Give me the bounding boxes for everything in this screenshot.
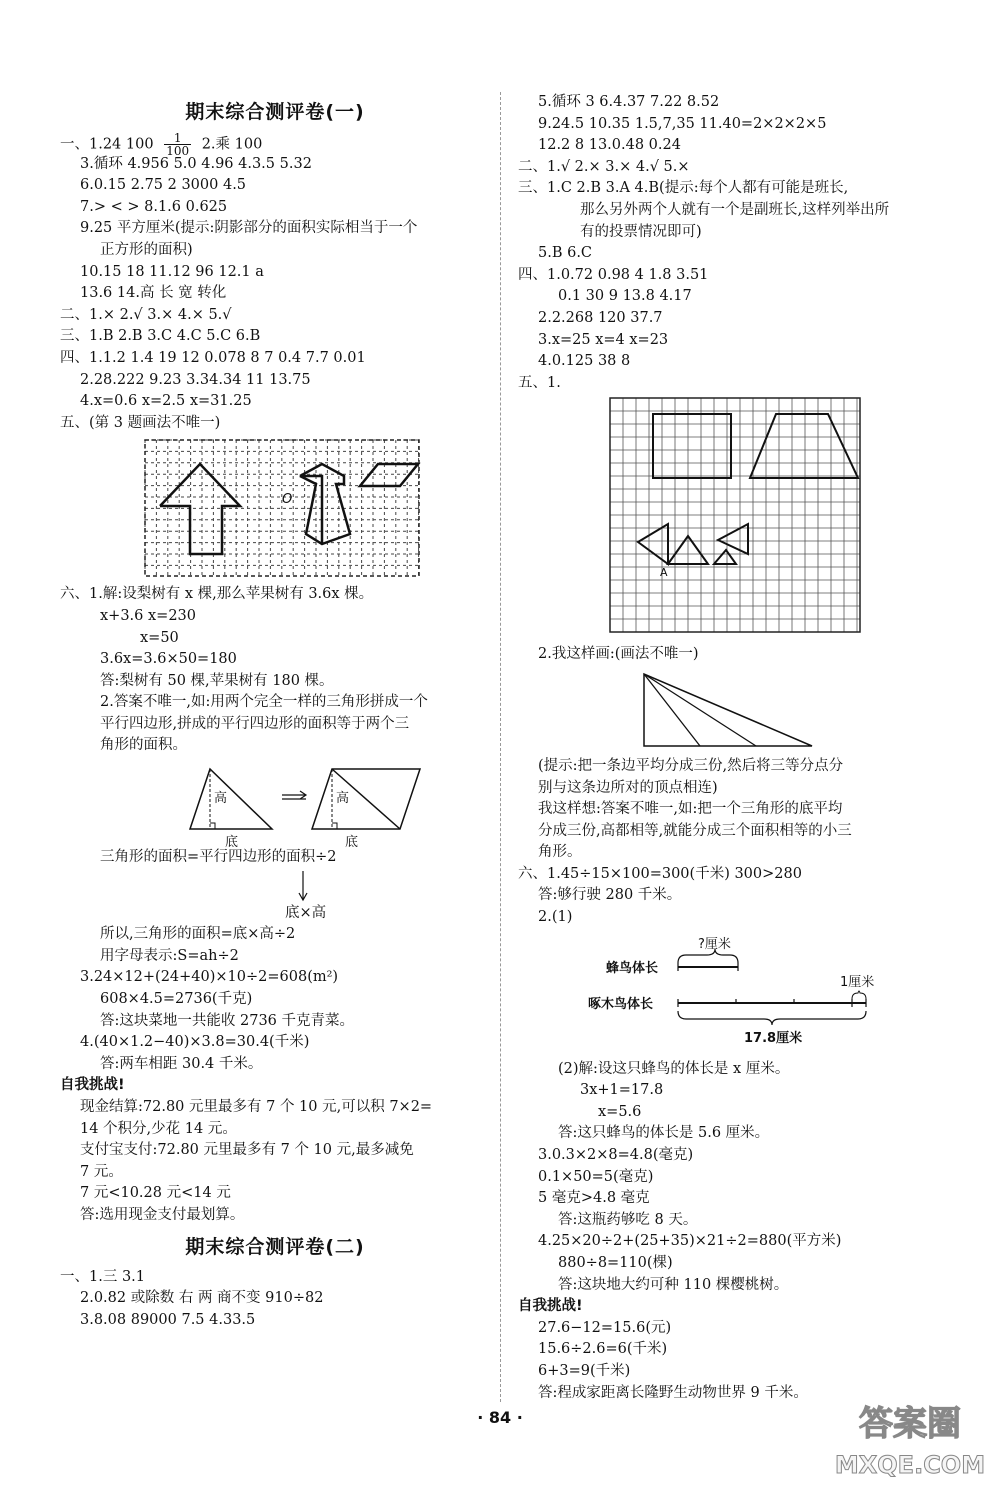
answer-line: 那么另外两个人就有一个是副班长,这样列举出所 xyxy=(580,201,890,218)
triangle-parallelogram-figure xyxy=(60,757,490,851)
answer-line: 6.0.15 2.75 2 3000 4.5 xyxy=(80,177,247,194)
woodpecker-label: 啄木鸟体长 xyxy=(588,996,654,1012)
answer-line: 2.2.268 120 37.7 xyxy=(538,309,663,326)
answer-line: 分成三份,高都相等,就能分成三个面积相等的小三 xyxy=(538,822,852,839)
unknown-length-label: ?厘米 xyxy=(698,936,731,952)
bird-length-diagram xyxy=(518,929,958,1059)
answer-line: 15.6÷2.6=6(千米) xyxy=(538,1341,668,1358)
answer-line: 7 元<10.28 元<14 元 xyxy=(80,1185,231,1202)
answer-line: 5.循环 3 6.4.37 7.22 8.52 xyxy=(538,94,720,110)
down-arrow-icon xyxy=(60,869,490,903)
answer-line: 3x+1=17.8 xyxy=(580,1082,664,1099)
answer-line: 二、1.× 2.√ 3.× 4.× 5.√ xyxy=(60,306,232,323)
answer-line: 7.> < > 8.1.6 0.625 xyxy=(80,198,228,215)
grid-figure-2-svg xyxy=(518,394,958,644)
answer-line: 角形的面积。 xyxy=(100,737,187,754)
answer-line: 5 毫克>4.8 毫克 xyxy=(538,1190,650,1207)
grid-figure-1-svg xyxy=(60,434,490,584)
answer-line: 2.(1) xyxy=(538,909,573,926)
answer-line: x=50 xyxy=(140,629,179,646)
answer-line: 四、1.0.72 0.98 4 1.8 3.51 xyxy=(518,266,709,283)
answer-line: 答:这块菜地一共能收 2736 千克青菜。 xyxy=(100,1012,355,1029)
challenge-heading: 自我挑战! xyxy=(518,1298,583,1315)
answer-line: 2.0.82 或除数 右 两 商不变 910÷82 xyxy=(80,1290,324,1307)
answer-line: 2.28.222 9.23 3.34.34 11 13.75 xyxy=(80,371,311,388)
answer-line: 608×4.5=2736(千克) xyxy=(100,991,253,1008)
height-label: 高 xyxy=(336,791,350,807)
watermark-logo xyxy=(830,1395,990,1480)
total-length-label: 17.8厘米 xyxy=(744,1030,803,1046)
answer-line: 880÷8=110(棵) xyxy=(558,1255,673,1271)
answer-line: 三、1.B 2.B 3.C 4.C 5.C 6.B xyxy=(60,328,261,345)
house-shape xyxy=(300,464,350,544)
section-title-1: 期末综合测评卷(一) xyxy=(185,101,365,123)
answer-line: 14 个积分,少花 14 元。 xyxy=(80,1120,237,1137)
answer-line: 3.x=25 x=4 x=23 xyxy=(538,331,669,348)
answer-line: 4.(40×1.2−40)×3.8=30.4(千米) xyxy=(80,1034,310,1051)
answer-line: 三、1.C 2.B 3.A 4.B(提示:每个人都有可能是班长, xyxy=(518,180,849,197)
fraction: $\frac{1}{100}$ xyxy=(166,131,190,158)
answer-line: 10.15 18 11.12 96 12.1 a xyxy=(80,263,264,280)
answer-line: 四、1.1.2 1.4 19 12 0.078 8 7 0.4 7.7 0.01 xyxy=(60,349,366,366)
hummingbird-label: 蜂鸟体长 xyxy=(606,960,659,976)
answer-line: 12.2 8 13.0.48 0.24 xyxy=(538,137,681,154)
watermark-logo-svg xyxy=(830,1395,990,1480)
page-number: · 84 · xyxy=(477,1408,523,1427)
answer-line: 0.1 30 9 13.8 4.17 xyxy=(558,288,692,305)
answer-line: 答:这只蜂鸟的体长是 5.6 厘米。 xyxy=(558,1125,770,1142)
parallelogram-shape xyxy=(360,464,418,486)
answer-line: 别与这条边所对的顶点相连) xyxy=(538,779,718,796)
column-divider xyxy=(500,92,501,1402)
triangle-split-svg xyxy=(518,666,958,756)
answer-line: 五、1. xyxy=(518,374,561,391)
answer-line: 4.x=0.6 x=2.5 x=31.25 xyxy=(80,393,252,410)
triangle-shape xyxy=(714,550,736,564)
answer-line: 答:梨树有 50 棵,苹果树有 180 棵。 xyxy=(100,672,334,689)
answer-line: 有的投票情况即可) xyxy=(580,223,702,240)
answer-line: 六、1.45÷15×100=300(千米) 300>280 xyxy=(518,865,802,882)
point-label-o: O xyxy=(282,492,293,508)
height-label: 高 xyxy=(214,791,228,807)
answer-line: 一、1.24 100 $\frac{1}{100}$ 2.乘 100 xyxy=(60,131,263,158)
answer-line: 答:程成家距离长隆野生动物世界 9 千米。 xyxy=(538,1384,808,1401)
svg-text:答案圈: 答案圈 xyxy=(859,1404,961,1444)
answer-line: 答:够行驶 280 千米。 xyxy=(538,887,682,904)
answer-line: 正方形的面积) xyxy=(100,241,193,258)
grid-figure-2 xyxy=(518,394,958,644)
answer-line: 3.8.08 89000 7.5 4.33.5 xyxy=(80,1311,256,1328)
answer-line: 所以,三角形的面积=底×高÷2 xyxy=(100,926,296,943)
answer-line: 答:选用现金支付最划算。 xyxy=(80,1206,245,1223)
answer-line: (提示:把一条边平均分成三份,然后将三等分点分 xyxy=(538,757,844,774)
answer-line: 2.我这样画:(画法不唯一) xyxy=(538,646,699,663)
answer-line: 9.24.5 10.35 1.5,7,35 11.40=2×2×2×5 xyxy=(538,115,827,132)
answer-line: 0.1×50=5(毫克) xyxy=(538,1168,654,1185)
answer-line: 用字母表示:S=ah÷2 xyxy=(100,947,239,964)
answer-line: 六、1.解:设梨树有 x 棵,那么苹果树有 3.6x 棵。 xyxy=(60,586,374,603)
answer-line: 6+3=9(千米) xyxy=(538,1362,631,1379)
answer-line: 3.0.3×2×8=4.8(毫克) xyxy=(538,1147,694,1164)
answer-line: 2.答案不唯一,如:用两个完全一样的三角形拼成一个 xyxy=(100,694,428,711)
answer-line: 答:这块地大约可种 110 棵樱桃树。 xyxy=(558,1276,789,1293)
answer-line: 3.6x=3.6×50=180 xyxy=(100,651,237,668)
one-cm-label: 1厘米 xyxy=(840,974,875,990)
answer-line: 5.B 6.C xyxy=(538,245,593,262)
answer-line: 底×高 xyxy=(285,904,327,921)
base-label: 底 xyxy=(225,835,239,851)
answer-line: 三角形的面积=平行四边形的面积÷2 xyxy=(100,849,337,866)
triangle-parallelogram-svg xyxy=(60,757,490,847)
answer-line: 27.6−12=15.6(元) xyxy=(538,1319,672,1336)
section-title-2: 期末综合测评卷(二) xyxy=(185,1235,365,1258)
answer-line: 4.25×20÷2+(25+35)×21÷2=880(平方米) xyxy=(538,1233,842,1250)
answer-line: 二、1.√ 2.× 3.× 4.√ 5.× xyxy=(518,158,690,175)
arrow-shape xyxy=(160,464,240,554)
answer-line: 13.6 14.高 长 宽 转化 xyxy=(80,285,227,302)
triangle-shape xyxy=(638,524,668,564)
grid-figure-1 xyxy=(60,434,490,584)
answer-line: 答:两车相距 30.4 千米。 xyxy=(100,1055,263,1072)
down-arrow xyxy=(60,869,490,903)
challenge-heading: 自我挑战! xyxy=(60,1077,125,1094)
answer-line: 7 元。 xyxy=(80,1163,123,1180)
answer-line: x=5.6 xyxy=(598,1103,642,1120)
point-label-a: A xyxy=(660,566,668,580)
answer-line: 一、1.三 3.1 xyxy=(60,1268,146,1285)
answer-line: 9.25 平方厘米(提示:阴影部分的面积实际相当于一个 xyxy=(80,220,418,237)
answer-line: 角形。 xyxy=(538,844,582,861)
bird-length-svg xyxy=(518,929,958,1059)
triangle-shape xyxy=(718,524,748,554)
triangle-split-figure xyxy=(518,666,958,756)
answer-line: 3.循环 4.956 5.0 4.96 4.3.5 5.32 xyxy=(80,155,312,172)
answer-line: 平行四边形,拼成的平行四边形的面积等于两个三 xyxy=(100,715,410,732)
answer-line: 4.0.125 38 8 xyxy=(538,353,631,370)
answer-line: x+3.6 x=230 xyxy=(100,607,196,624)
svg-text:MXQE.COM: MXQE.COM xyxy=(834,1451,986,1479)
answer-line: 五、(第 3 题画法不唯一) xyxy=(60,414,221,431)
answer-line: 答:这瓶药够吃 8 天。 xyxy=(558,1211,698,1228)
answer-line: 3.24×12+(24+40)×10÷2=608(m²) xyxy=(80,969,339,986)
base-label: 底 xyxy=(345,835,359,851)
answer-line: 我这样想:答案不唯一,如:把一个三角形的底平均 xyxy=(538,801,843,818)
right-column xyxy=(518,92,958,1404)
left-column xyxy=(60,92,490,1331)
answer-line: 支付宝支付:72.80 元里最多有 7 个 10 元,最多减免 xyxy=(80,1142,414,1159)
answer-line: (2)解:设这只蜂鸟的体长是 x 厘米。 xyxy=(558,1060,790,1077)
answer-line: 现金结算:72.80 元里最多有 7 个 10 元,可以积 7×2= xyxy=(80,1099,433,1115)
